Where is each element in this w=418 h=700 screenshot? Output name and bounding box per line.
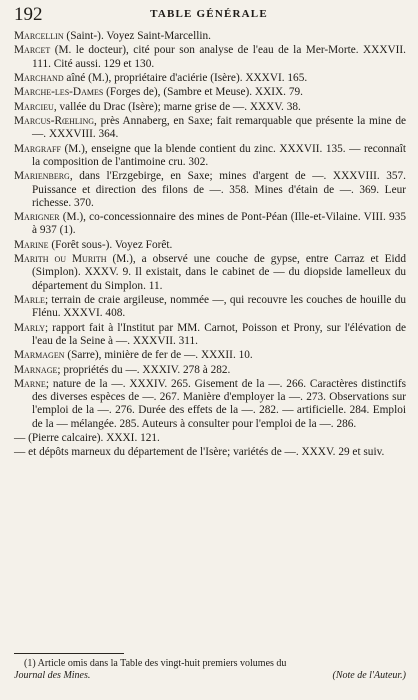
entry-headword: Marmagen xyxy=(14,349,65,362)
index-entry xyxy=(14,170,406,210)
entry-headword: Marine xyxy=(14,238,49,251)
entry-headword: Marigner xyxy=(14,211,60,224)
entry-headword: Marcieu xyxy=(14,100,54,113)
index-entry xyxy=(14,211,406,237)
entry-text: , vallée du Drac (Isère); marne grise de —. XXXV. 38. xyxy=(53,100,301,113)
entry-text: ; nature de la —. XXXIV. 265. Gisement de la —. 266. Caractères distinctifs des diverses espèces de —. 267. Manière d'employer la —. 273. Observations sur l'emploi de la —. 276. Durée des effets de la —. 282. — artificielle. 284. Emploi de la — mélangée. 285. Auteurs à consulter pour l'emploi de la —. 286. xyxy=(32,377,406,430)
index-entry xyxy=(14,322,406,348)
entry-headword: Marcet xyxy=(14,44,51,57)
index-entries xyxy=(14,30,406,461)
index-entry xyxy=(14,349,406,362)
entry-text: — (Pierre calcaire). XXXI. 121. xyxy=(14,431,160,444)
index-entry xyxy=(14,86,406,99)
entry-text: (Saint-). Voyez Saint-Marcellin. xyxy=(63,30,211,42)
footnote-journal: Journal des Mines. xyxy=(14,670,91,681)
entry-text: ; propriétés du —. XXXIV. 278 à 282. xyxy=(57,363,231,376)
index-entry xyxy=(14,364,406,377)
entry-text: (Forêt sous-). Voyez Forêt. xyxy=(48,238,173,251)
index-entry xyxy=(14,101,406,114)
index-entry xyxy=(14,44,406,70)
index-entry xyxy=(14,239,406,252)
entry-headword: Marly xyxy=(14,321,46,334)
index-entry xyxy=(14,30,406,43)
entry-headword: Marche-les-Dames xyxy=(14,86,104,99)
entry-text: (M.), enseigne que la blende contient du zinc. XXXVII. 135. — reconnaît la composition de l'antimoine cru. 302. xyxy=(32,142,406,168)
entry-text: (M.), a observé une couche de gypse, entre Carraz et Eidd (Simplon). XXXV. 9. Il existait, dans le cabinet de — du diopside lamelleux du département du Simplon. 11. xyxy=(32,253,406,292)
entry-headword: Marienberg xyxy=(14,170,70,183)
entry-headword: Marith ou Murith xyxy=(14,253,107,266)
index-entry xyxy=(14,294,406,320)
index-entry xyxy=(14,143,406,169)
index-entry xyxy=(14,253,406,293)
entry-text: aîné (M.), propriétaire d'aciérie (Isère). XXXVI. 165. xyxy=(63,71,308,84)
entry-text: (Forges de), (Sambre et Meuse). XXIX. 79. xyxy=(103,86,303,99)
footnote xyxy=(14,658,406,682)
entry-headword: Marle xyxy=(14,293,45,306)
footnote-author-note: (Note de l'Auteur.) xyxy=(332,670,406,681)
entry-headword: Marcus-Rœhling xyxy=(14,115,95,128)
entry-headword: Marnage xyxy=(14,363,58,376)
entry-text: , dans l'Erzgebirge, en Saxe; mines d'argent de —. XXXVIII. 357. Puissance et direction des filons de —. 358. Mines d'étain de —. 369. Leur richesse. 370. xyxy=(32,170,406,209)
entry-text: (M. le docteur), cité pour son analyse de l'eau de la Mer-Morte. XXXVII. 111. Cité aussi. 129 et 130. xyxy=(32,44,406,70)
index-entry xyxy=(14,432,406,445)
index-entry xyxy=(14,72,406,85)
page-number: 192 xyxy=(14,4,43,25)
entry-headword: Margraff xyxy=(14,142,61,155)
entry-text: ; rapport fait à l'Institut par MM. Carnot, Poisson et Prony, sur l'élévation de l'eau de la Seine à —. XXXVII. 311. xyxy=(32,321,406,347)
entry-text: — et dépôts marneux du département de l'Isère; variétés de —. XXXV. 29 et suiv. xyxy=(14,446,385,459)
entry-text: ; terrain de craie argileuse, nommée —, qui recouvre les couches de houille du Flénu. XXXVI. 408. xyxy=(32,293,406,320)
running-head: TABLE GÉNÉRALE xyxy=(150,8,268,20)
index-entry xyxy=(14,115,406,141)
entry-headword: Marcellin xyxy=(14,30,64,42)
footnote-line xyxy=(14,670,406,682)
entry-headword: Marchand xyxy=(14,71,64,84)
index-entry xyxy=(14,378,406,431)
footnote-line: (1) Article omis dans la Table des vingt-huit premiers volumes du xyxy=(24,658,287,669)
entry-headword: Marne xyxy=(14,377,46,390)
entry-text: (Sarre), minière de fer de —. XXXII. 10. xyxy=(64,349,253,362)
entry-text: , près Annaberg, en Saxe; fait remarquable que présente la mine de —. XXXVIII. 364. xyxy=(32,115,406,141)
footnote-rule xyxy=(14,653,124,654)
entry-text: (M.), co-concessionnaire des mines de Pont-Péan (Ille-et-Vilaine. VIII. 935 à 937 (1). xyxy=(32,211,406,237)
index-entry xyxy=(14,446,406,459)
page-header xyxy=(14,4,404,26)
